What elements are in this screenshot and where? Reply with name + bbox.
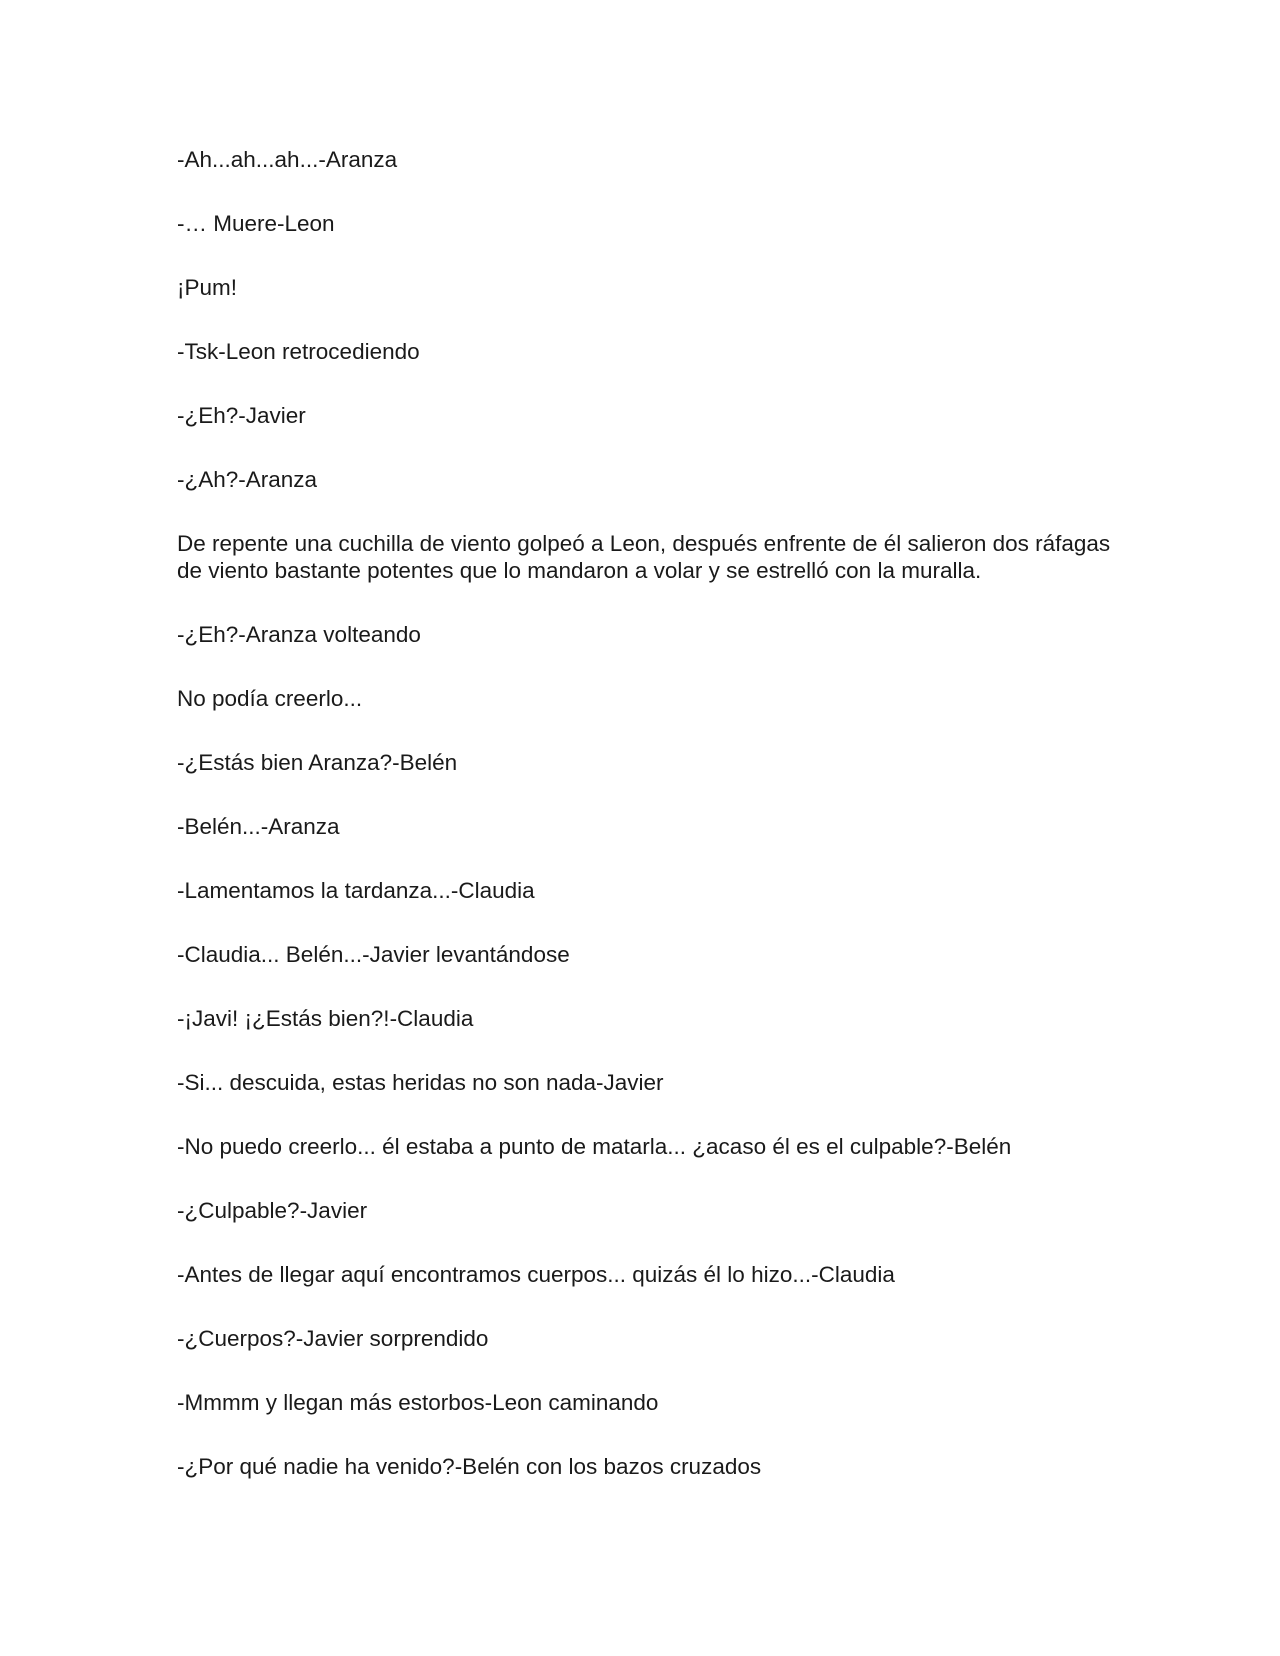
paragraph: -¿Eh?-Javier [177,403,306,428]
paragraph: No podía creerlo... [177,686,363,711]
paragraph: -¿Ah?-Aranza [177,467,318,492]
paragraph: -Lamentamos la tardanza...-Claudia [177,878,535,903]
paragraph: -Mmmm y llegan más estorbos-Leon caminando [177,1390,659,1415]
paragraph: -Tsk-Leon retrocediendo [177,339,420,364]
paragraph: -No puedo creerlo... él estaba a punto de matarla... ¿acaso él es el culpable?-Belén [177,1134,1012,1159]
document-body [177,146,1117,1517]
paragraph: -¿Estás bien Aranza?-Belén [177,750,458,775]
paragraph: -Ah...ah...ah...-Aranza [177,147,398,172]
paragraph: -¿Eh?-Aranza volteando [177,622,421,647]
paragraph: -Si... descuida, estas heridas no son nada-Javier [177,1070,664,1095]
paragraph: De repente una cuchilla de viento golpeó a Leon, después enfrente de él salieron dos ráfagas de viento bastante potentes que lo mandaron a volar y se estrelló con la muralla. [177,531,1111,583]
paragraph: -¿Por qué nadie ha venido?-Belén con los bazos cruzados [177,1454,762,1479]
paragraph: ¡Pum! [177,275,238,300]
paragraph: -Belén...-Aranza [177,814,340,839]
paragraph: -Antes de llegar aquí encontramos cuerpos... quizás él lo hizo...-Claudia [177,1262,895,1287]
paragraph: -Claudia... Belén...-Javier levantándose [177,942,570,967]
paragraph: -¿Culpable?-Javier [177,1198,368,1223]
paragraph: -¿Cuerpos?-Javier sorprendido [177,1326,489,1351]
paragraph: -… Muere-Leon [177,211,335,236]
paragraph: -¡Javi! ¡¿Estás bien?!-Claudia [177,1006,474,1031]
